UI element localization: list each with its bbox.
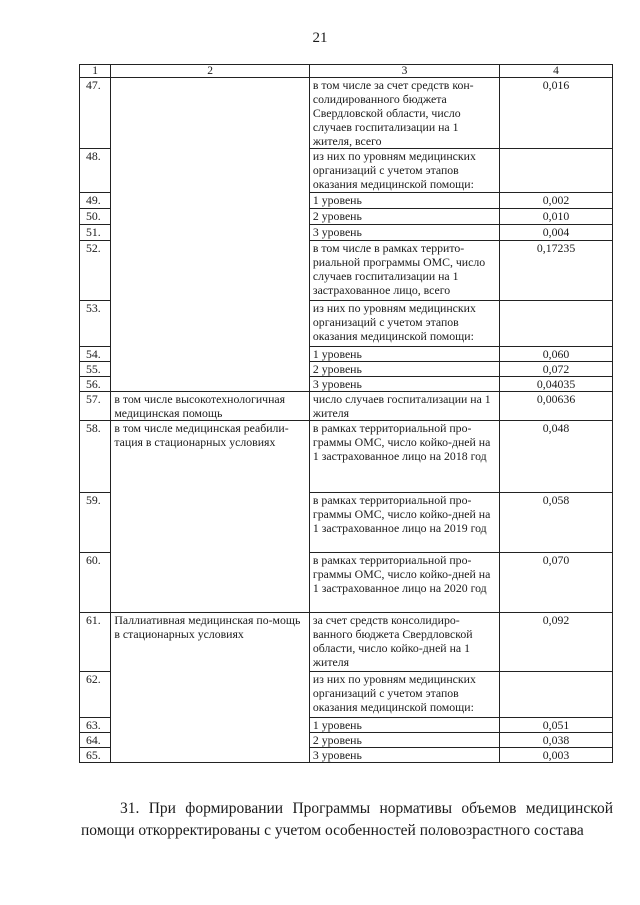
indicator-cell: в том числе за счет средств кон-солидированного бюджета Свердловской области, число случаев госпитализации на 1 жителя, всего <box>309 78 499 149</box>
table-row <box>80 613 613 672</box>
table-row <box>80 421 613 493</box>
value-cell: 0,038 <box>500 733 613 748</box>
row-number: 48. <box>80 149 111 193</box>
table-body <box>80 78 613 763</box>
value-cell: 0,051 <box>500 718 613 733</box>
indicator-cell: 2 уровень <box>309 209 499 225</box>
indicator-cell: 1 уровень <box>309 718 499 733</box>
row-number: 50. <box>80 209 111 225</box>
norms-table <box>79 64 613 763</box>
row-number: 60. <box>80 553 111 613</box>
value-cell <box>500 301 613 347</box>
indicator-cell: в рамках территориальной про-граммы ОМС, число койко-дней на 1 застрахованное лицо на 2019 год <box>309 493 499 553</box>
row-number: 64. <box>80 733 111 748</box>
value-cell: 0,092 <box>500 613 613 672</box>
indicator-cell: из них по уровням медицинских организаций с учетом этапов оказания медицинской помощи: <box>309 301 499 347</box>
table-row <box>80 392 613 421</box>
value-cell: 0,070 <box>500 553 613 613</box>
column-header: 4 <box>500 65 613 78</box>
paragraph-text: 31. При формировании Программы нормативы объемов медицинской помощи откорректированы с учетом особенностей половозрастного состава <box>81 800 613 839</box>
row-number: 63. <box>80 718 111 733</box>
indicator-cell: в рамках территориальной про-граммы ОМС, число койко-дней на 1 застрахованное лицо на 2020 год <box>309 553 499 613</box>
indicator-cell: 2 уровень <box>309 362 499 377</box>
value-cell: 0,010 <box>500 209 613 225</box>
table-header-row <box>80 65 613 78</box>
page-number: 21 <box>312 30 328 46</box>
row-number: 51. <box>80 225 111 241</box>
row-number: 56. <box>80 377 111 392</box>
indicator-cell: в рамках территориальной про-граммы ОМС, число койко-дней на 1 застрахованное лицо на 2018 год <box>309 421 499 493</box>
value-cell: 0,072 <box>500 362 613 377</box>
row-number: 57. <box>80 392 111 421</box>
care-type-cell <box>111 78 310 392</box>
row-number: 53. <box>80 301 111 347</box>
row-number: 58. <box>80 421 111 493</box>
value-cell: 0,17235 <box>500 241 613 301</box>
row-number: 47. <box>80 78 111 149</box>
value-cell: 0,002 <box>500 193 613 209</box>
row-number: 62. <box>80 672 111 718</box>
value-cell: 0,060 <box>500 347 613 362</box>
indicator-cell: 3 уровень <box>309 377 499 392</box>
indicator-cell: 3 уровень <box>309 225 499 241</box>
row-number: 49. <box>80 193 111 209</box>
row-number: 61. <box>80 613 111 672</box>
value-cell <box>500 672 613 718</box>
row-number: 59. <box>80 493 111 553</box>
row-number: 65. <box>80 748 111 763</box>
indicator-cell: из них по уровням медицинских организаций с учетом этапов оказания медицинской помощи: <box>309 672 499 718</box>
indicator-cell: 1 уровень <box>309 347 499 362</box>
table-row <box>80 78 613 149</box>
column-header: 3 <box>309 65 499 78</box>
value-cell <box>500 149 613 193</box>
indicator-cell: 1 уровень <box>309 193 499 209</box>
indicator-cell: из них по уровням медицинских организаций с учетом этапов оказания медицинской помощи: <box>309 149 499 193</box>
indicator-cell: за счет средств консолидиро-ванного бюджета Свердловской области, число койко-дней на 1 жителя <box>309 613 499 672</box>
value-cell: 0,003 <box>500 748 613 763</box>
paragraph-31 <box>81 798 613 842</box>
indicator-cell: 3 уровень <box>309 748 499 763</box>
value-cell: 0,04035 <box>500 377 613 392</box>
indicator-cell: число случаев госпитализации на 1 жителя <box>309 392 499 421</box>
value-cell: 0,00636 <box>500 392 613 421</box>
row-number: 52. <box>80 241 111 301</box>
indicator-cell: 2 уровень <box>309 733 499 748</box>
column-header: 2 <box>111 65 310 78</box>
care-type-cell: Паллиативная медицинская по-мощь в стационарных условиях <box>111 613 310 763</box>
value-cell: 0,016 <box>500 78 613 149</box>
value-cell: 0,004 <box>500 225 613 241</box>
row-number: 55. <box>80 362 111 377</box>
care-type-cell: в том числе медицинская реабили-тация в стационарных условиях <box>111 421 310 613</box>
care-type-cell: в том числе высокотехнологичная медицинская помощь <box>111 392 310 421</box>
value-cell: 0,058 <box>500 493 613 553</box>
indicator-cell: в том числе в рамках террито-риальной программы ОМС, число случаев госпитализации на 1 застрахованное лицо, всего <box>309 241 499 301</box>
column-header: 1 <box>80 65 111 78</box>
row-number: 54. <box>80 347 111 362</box>
value-cell: 0,048 <box>500 421 613 493</box>
